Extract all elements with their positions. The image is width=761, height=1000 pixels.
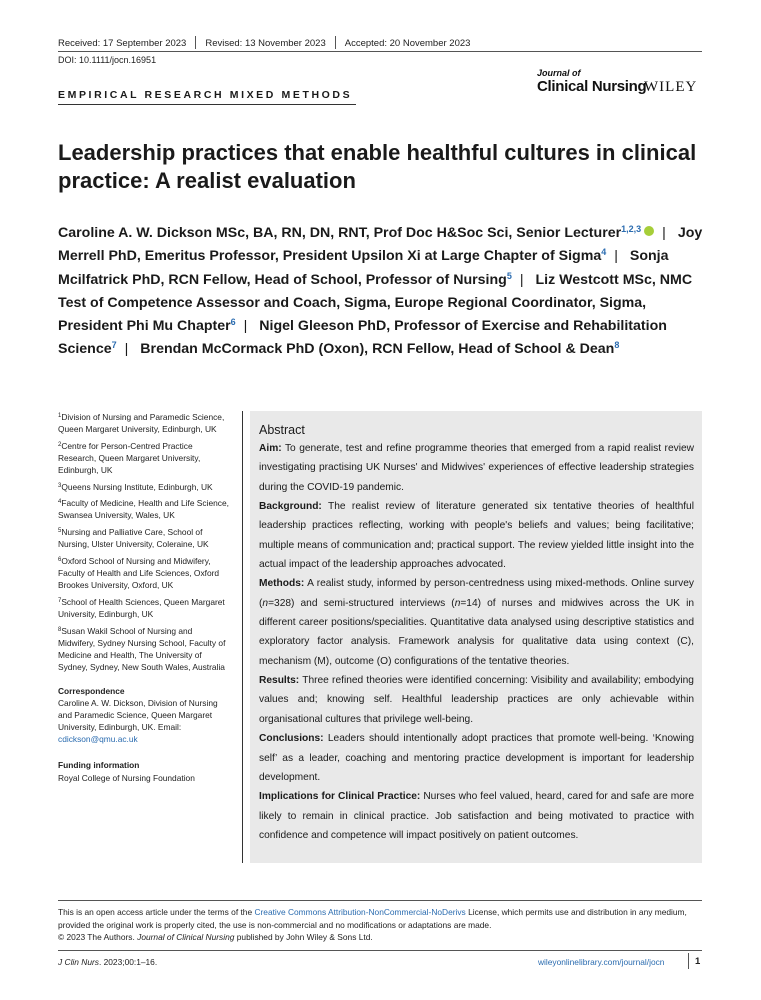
author-list	[58, 222, 708, 362]
affiliation	[58, 497, 230, 521]
abstract-implications	[259, 787, 694, 845]
affiliations	[58, 411, 230, 784]
email-label: Email:	[157, 722, 182, 733]
affiliation-number: 8	[58, 626, 62, 633]
section-label: EMPIRICAL RESEARCH MIXED METHODS	[58, 89, 353, 101]
abstract-text: Nurses who feel valued, heard, cared for and safe are more likely to remain in clinical practice. Job satisfaction and being motivated to practice with confidence and competence will impact positively on patient outcomes.	[259, 791, 694, 841]
author-separator: |	[519, 271, 524, 288]
author-name: Joy Merrell PhD, Emeritus Professor, President Upsilon Xi at Large Chapter of Sigma	[58, 225, 703, 265]
citation	[58, 957, 157, 967]
author-name: Liz Westcott MSc, NMC Test of Competence Assessor and Coach, Sigma, Europe Regional Coordinator, Sigma, President Phi Mu Chapter	[58, 271, 693, 335]
affiliation	[58, 526, 230, 550]
author-affil-ref[interactable]: 6	[230, 317, 236, 328]
doi[interactable]: DOI: 10.1111/jocn.16951	[58, 55, 157, 65]
abstract-box	[250, 411, 702, 863]
abstract-label: Implications for Clinical Practice:	[259, 791, 421, 803]
journal-url[interactable]: wileyonlinelibrary.com/journal/jocn	[538, 957, 665, 967]
author-separator: |	[243, 318, 248, 335]
affiliation-text: Susan Wakil School of Nursing and Midwifery, Sydney Nursing School, Faculty of Medicine and Health, The University of Sydney, Sydney, New South Wales, Australia	[58, 625, 226, 672]
accepted-date: Accepted: 20 November 2023	[344, 38, 471, 49]
author-separator: |	[614, 248, 618, 265]
license-notice	[58, 906, 702, 944]
article-dates	[58, 36, 470, 49]
affiliation-text: Oxford School of Nursing and Midwifery, Faculty of Health and Life Sciences, Oxford Brookes University, Oxford, UK	[58, 555, 220, 591]
abstract-label: Aim:	[259, 443, 282, 454]
citation-details: . 2023;00:1–16.	[98, 957, 158, 967]
funding-heading: Funding information	[58, 760, 140, 771]
author-affil-ref[interactable]: 1,2,3	[621, 224, 642, 234]
column-rule	[242, 411, 243, 863]
abstract-results	[259, 671, 694, 729]
author-name: Sonja Mcilfatrick PhD, RCN Fellow, Head of School, Professor of Nursing	[58, 248, 669, 288]
author-affil-ref[interactable]: 5	[506, 270, 512, 281]
affiliation-text: Faculty of Medicine, Health and Life Science, Swansea University, Wales, UK	[58, 498, 229, 521]
author-name: Nigel Gleeson PhD, Professor of Exercise and Rehabilitation Science	[58, 318, 667, 358]
abstract-content	[259, 421, 694, 845]
abstract-label: Background:	[259, 501, 322, 513]
header-rule	[58, 51, 702, 52]
abstract-text: To generate, test and refine programme theories that emerged from a rapid realist review investigating practising UK Nurses' and Midwives' experiences of effective leadership strategies during the COVID-19 pandemic.	[259, 443, 695, 493]
abstract-background	[259, 497, 694, 574]
abstract-text: Leaders should intentionally adopt practices that promote well-being. ‘Knowing self’ as a leader, coaching and mentoring practice development is important for leadership development.	[259, 733, 694, 783]
affiliation-text: Queens Nursing Institute, Edinburgh, UK	[61, 481, 213, 492]
affiliation-text: Centre for Person-Centred Practice Research, Queen Margaret University, Edinburgh, UK	[58, 440, 201, 475]
correspondence-text	[58, 697, 230, 745]
footer-rule	[58, 900, 702, 901]
abstract-text: The realist review of literature generated six tentative theories of healthful leadership practices reflecting, working with people's beliefs and values; being facilitative; multiple means of communication and; practical support. The review yielded little insight into the actual impact of the leadership approaches advocated.	[259, 501, 694, 571]
copyright-text: © 2023 The Authors.	[58, 932, 138, 943]
license-text: This is an open access article under the terms of the	[58, 907, 255, 917]
affiliation	[58, 411, 230, 435]
abstract-text: =14) of nurses and midwives across the UK in different career positions/specialities. Quantitative data analysed using descriptive statistics and exploratory factor analysis. Framework analysis for qualitative data using context (C), mechanism (M), outcome (O) configurations of the tentative theories.	[259, 597, 694, 667]
copyright-journal: Journal of Clinical Nursing	[137, 932, 235, 943]
author-name: Brendan McCormack PhD (Oxon), RCN Fellow, Head of School & Dean	[140, 341, 615, 358]
author-affil-ref[interactable]: 7	[111, 340, 117, 351]
citation-journal: J Clin Nurs	[58, 957, 99, 967]
affiliation	[58, 481, 230, 493]
received-date: Received: 17 September 2023	[58, 38, 187, 49]
abstract-heading: Abstract	[259, 423, 305, 437]
funding-text: Royal College of Nursing Foundation	[58, 772, 195, 783]
revised-date: Revised: 13 November 2023	[205, 38, 326, 49]
author-affil-ref[interactable]: 8	[614, 340, 620, 351]
correspondence-heading: Correspondence	[58, 685, 125, 696]
affiliation-number: 3	[58, 482, 62, 489]
section-rule	[58, 104, 356, 105]
sample-size-symbol: n	[262, 597, 269, 609]
affiliation-number: 6	[58, 556, 62, 563]
journal-logo-small: Journal of	[537, 68, 581, 78]
abstract-conclusions	[259, 729, 694, 787]
author-name: Caroline A. W. Dickson MSc, BA, RN, DN, RNT, Prof Doc H&Soc Sci, Senior Lecturer	[58, 225, 622, 241]
divider	[688, 953, 689, 969]
affiliation	[58, 625, 230, 673]
footer-rule	[58, 950, 702, 951]
abstract-text: A realist study, informed by person-centredness using mixed-methods. Online survey (	[259, 578, 694, 609]
affiliation	[58, 555, 230, 591]
affiliation	[58, 440, 230, 476]
page-number: 1	[695, 956, 701, 967]
abstract-text: =328) and semi-structured interviews (	[268, 597, 455, 609]
article-title: Leadership practices that enable healthful cultures in clinical practice: A realist evaluation	[58, 140, 697, 193]
sample-size-symbol: n	[454, 597, 461, 609]
abstract-label: Methods:	[259, 578, 305, 590]
abstract-text: Three refined theories were identified concerning: Visibility and availability; embodying values and; knowing self. Healthful leadership practices are only achievable within organisational cultures that privilege well-being.	[259, 675, 694, 725]
license-link[interactable]: Creative Commons Attribution-NonCommercial-NoDerivs	[254, 907, 466, 917]
correspondence-address: Caroline A. W. Dickson, Division of Nursing and Paramedic Science, Queen Margaret University, Edinburgh, UK.	[58, 698, 218, 733]
affiliation-number: 1	[58, 413, 62, 419]
license-text: License, which permits use and distribution in any medium, provided the original work is properly cited, the use is non-commercial and no modifications or adaptations are made.	[58, 907, 687, 930]
affiliation-text: School of Health Sciences, Queen Margaret University, Edinburgh, UK	[58, 596, 225, 619]
affiliation-text: Nursing and Palliative Care, School of Nursing, Ulster University, Coleraine, UK	[58, 527, 209, 550]
affiliation-number: 5	[58, 528, 62, 535]
affiliation	[58, 596, 230, 620]
journal-logo: Clinical Nursing	[537, 78, 647, 95]
copyright-text: published by John Wiley & Sons Ltd.	[234, 932, 373, 943]
author-separator: |	[662, 225, 666, 241]
orcid-icon[interactable]	[644, 226, 654, 236]
abstract-methods	[259, 574, 694, 671]
author-affil-ref[interactable]: 4	[601, 247, 607, 258]
author-separator: |	[124, 341, 129, 358]
affiliation-number: 7	[58, 597, 62, 604]
divider	[195, 36, 196, 49]
divider	[335, 36, 336, 49]
abstract-label: Results:	[259, 675, 300, 687]
affiliation-text: Division of Nursing and Paramedic Science, Queen Margaret University, Edinburgh, UK	[58, 412, 225, 435]
abstract-aim	[259, 439, 694, 497]
affiliation-number: 2	[58, 441, 62, 448]
publisher-logo: WILEY	[644, 79, 698, 95]
abstract-label: Conclusions:	[259, 733, 324, 745]
affiliation-number: 4	[58, 499, 62, 506]
email-link[interactable]: cdickson@qmu.ac.uk	[58, 734, 138, 745]
